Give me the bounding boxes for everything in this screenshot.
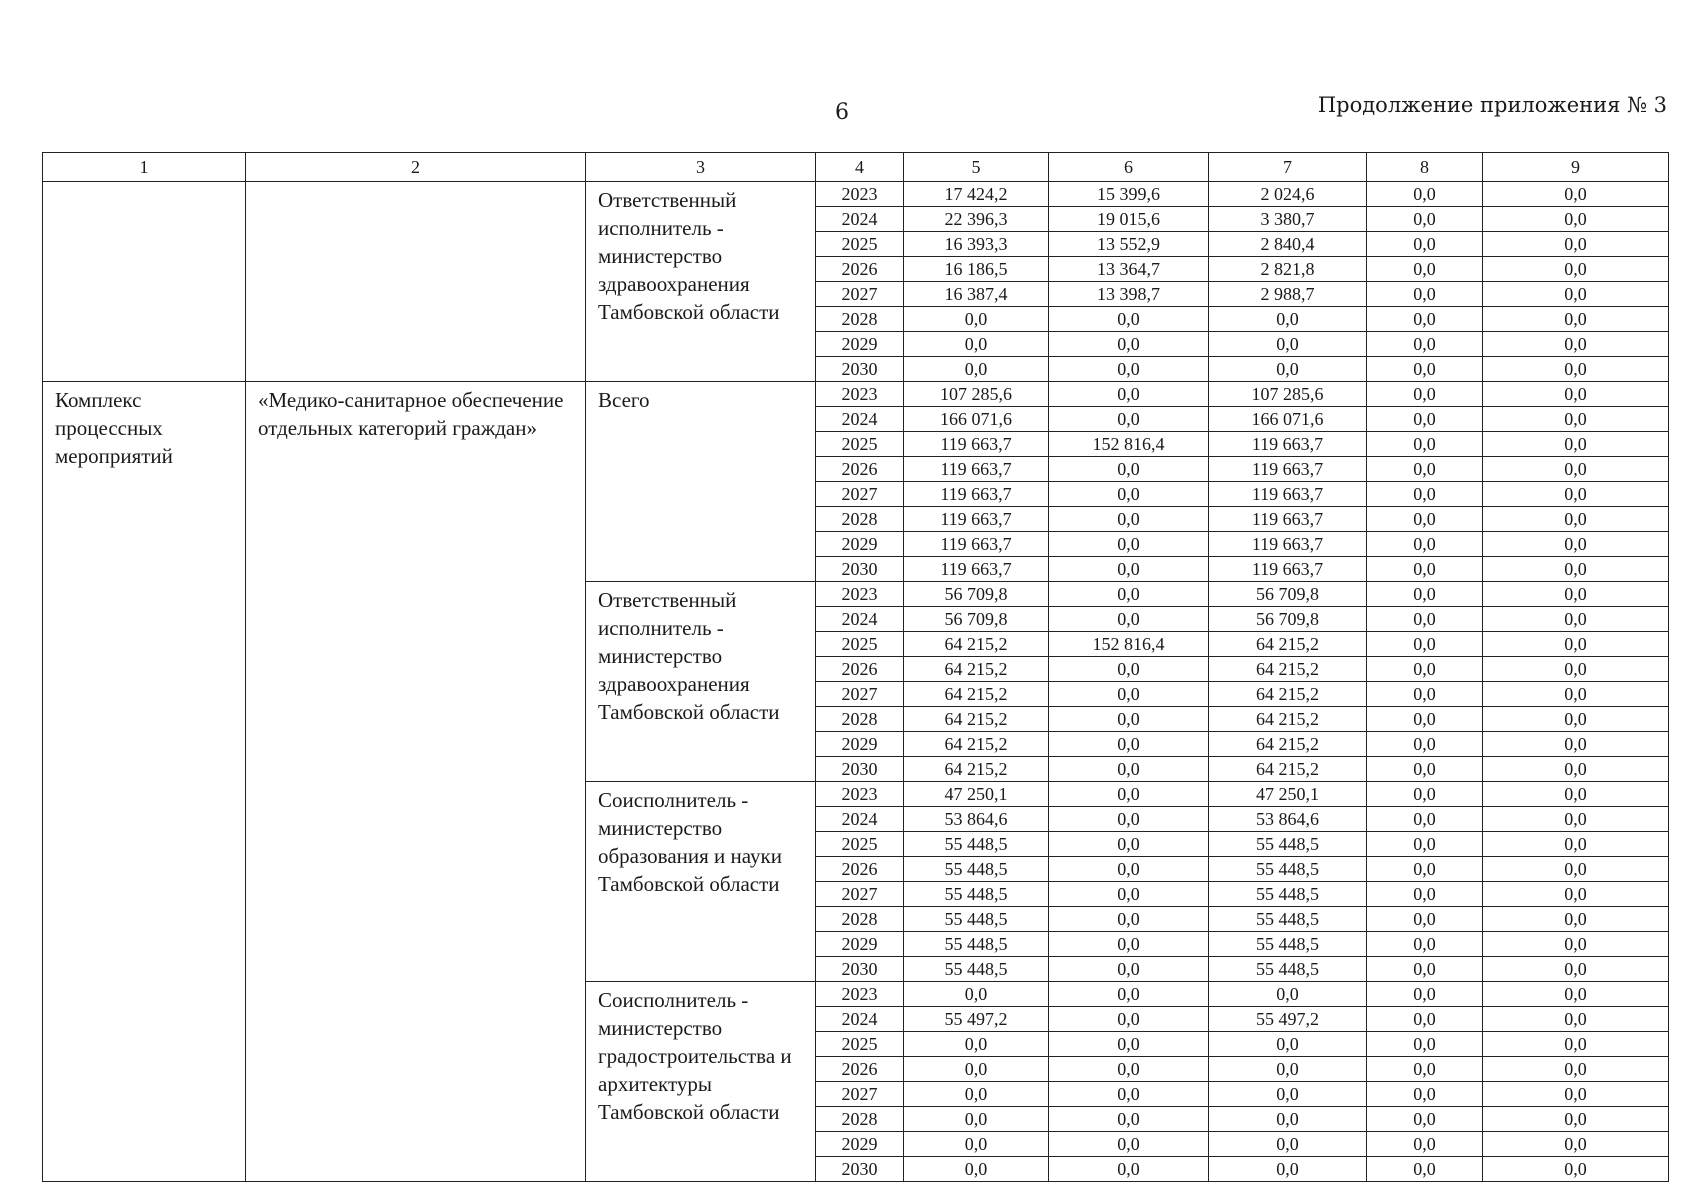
- year-cell: 2026: [816, 257, 904, 282]
- value-cell: 0,0: [1367, 1057, 1483, 1082]
- value-cell: 119 663,7: [1209, 482, 1367, 507]
- value-cell: 56 709,8: [1209, 582, 1367, 607]
- value-cell: 0,0: [1367, 1082, 1483, 1107]
- value-cell: 0,0: [1367, 1132, 1483, 1157]
- value-cell: 64 215,2: [904, 707, 1049, 732]
- value-cell: 166 071,6: [1209, 407, 1367, 432]
- value-cell: 0,0: [1049, 907, 1209, 932]
- value-cell: 0,0: [1483, 1057, 1669, 1082]
- value-cell: 0,0: [1049, 582, 1209, 607]
- value-cell: 0,0: [1483, 657, 1669, 682]
- value-cell: 0,0: [1367, 257, 1483, 282]
- column-header: 2: [246, 153, 586, 182]
- value-cell: 0,0: [1483, 482, 1669, 507]
- year-cell: 2025: [816, 232, 904, 257]
- value-cell: 0,0: [1049, 782, 1209, 807]
- column-header: 8: [1367, 153, 1483, 182]
- year-cell: 2030: [816, 957, 904, 982]
- year-cell: 2028: [816, 707, 904, 732]
- value-cell: 0,0: [1049, 932, 1209, 957]
- value-cell: 0,0: [1367, 1157, 1483, 1182]
- year-cell: 2028: [816, 507, 904, 532]
- value-cell: 0,0: [1049, 307, 1209, 332]
- value-cell: 55 448,5: [1209, 957, 1367, 982]
- column-header: 7: [1209, 153, 1367, 182]
- value-cell: 0,0: [1049, 857, 1209, 882]
- value-cell: 0,0: [1049, 557, 1209, 582]
- table-body: [43, 182, 1669, 1182]
- year-cell: 2026: [816, 857, 904, 882]
- value-cell: 0,0: [1367, 1032, 1483, 1057]
- value-cell: 0,0: [904, 332, 1049, 357]
- activity-name-cell: [246, 182, 586, 382]
- value-cell: 107 285,6: [1209, 382, 1367, 407]
- value-cell: 13 364,7: [1049, 257, 1209, 282]
- value-cell: 0,0: [1367, 332, 1483, 357]
- year-cell: 2023: [816, 182, 904, 207]
- value-cell: 0,0: [904, 1157, 1049, 1182]
- value-cell: 16 387,4: [904, 282, 1049, 307]
- year-cell: 2030: [816, 757, 904, 782]
- value-cell: 55 448,5: [904, 857, 1049, 882]
- value-cell: 0,0: [1367, 232, 1483, 257]
- value-cell: 0,0: [1483, 1007, 1669, 1032]
- year-cell: 2026: [816, 1057, 904, 1082]
- year-cell: 2024: [816, 407, 904, 432]
- value-cell: 0,0: [1483, 457, 1669, 482]
- executor-cell: Ответственный исполнитель - министерство здравоохранения Тамбовской области: [586, 582, 816, 782]
- value-cell: 0,0: [1049, 657, 1209, 682]
- table-row: [43, 182, 1669, 207]
- value-cell: 55 448,5: [904, 907, 1049, 932]
- value-cell: 0,0: [1483, 357, 1669, 382]
- value-cell: 0,0: [1483, 282, 1669, 307]
- value-cell: 0,0: [1367, 282, 1483, 307]
- value-cell: 0,0: [1367, 482, 1483, 507]
- value-cell: 0,0: [1483, 707, 1669, 732]
- value-cell: 0,0: [1483, 932, 1669, 957]
- value-cell: 0,0: [1049, 882, 1209, 907]
- value-cell: 0,0: [1367, 957, 1483, 982]
- value-cell: 0,0: [1483, 907, 1669, 932]
- value-cell: 0,0: [1483, 257, 1669, 282]
- value-cell: 0,0: [1049, 807, 1209, 832]
- value-cell: 0,0: [1209, 1107, 1367, 1132]
- value-cell: 0,0: [1209, 982, 1367, 1007]
- budget-table: [42, 152, 1669, 1182]
- value-cell: 53 864,6: [904, 807, 1049, 832]
- value-cell: 0,0: [1367, 582, 1483, 607]
- value-cell: 0,0: [1483, 957, 1669, 982]
- value-cell: 119 663,7: [1209, 532, 1367, 557]
- year-cell: 2028: [816, 1107, 904, 1132]
- value-cell: 119 663,7: [904, 532, 1049, 557]
- value-cell: 0,0: [1367, 457, 1483, 482]
- column-header: 1: [43, 153, 246, 182]
- value-cell: 0,0: [1483, 682, 1669, 707]
- value-cell: 0,0: [1049, 1157, 1209, 1182]
- value-cell: 47 250,1: [1209, 782, 1367, 807]
- year-cell: 2029: [816, 1132, 904, 1157]
- value-cell: 55 448,5: [1209, 832, 1367, 857]
- value-cell: 0,0: [1483, 807, 1669, 832]
- year-cell: 2028: [816, 307, 904, 332]
- year-cell: 2029: [816, 932, 904, 957]
- value-cell: 0,0: [1049, 357, 1209, 382]
- value-cell: 0,0: [904, 357, 1049, 382]
- value-cell: 166 071,6: [904, 407, 1049, 432]
- value-cell: 0,0: [1367, 982, 1483, 1007]
- value-cell: 0,0: [1049, 1007, 1209, 1032]
- value-cell: 64 215,2: [904, 732, 1049, 757]
- year-cell: 2025: [816, 632, 904, 657]
- year-cell: 2027: [816, 482, 904, 507]
- value-cell: 0,0: [904, 1107, 1049, 1132]
- value-cell: 0,0: [1367, 832, 1483, 857]
- value-cell: 0,0: [1209, 1132, 1367, 1157]
- value-cell: 0,0: [1049, 1107, 1209, 1132]
- value-cell: 64 215,2: [1209, 757, 1367, 782]
- value-cell: 0,0: [1209, 1057, 1367, 1082]
- value-cell: 0,0: [904, 307, 1049, 332]
- value-cell: 16 186,5: [904, 257, 1049, 282]
- value-cell: 107 285,6: [904, 382, 1049, 407]
- value-cell: 0,0: [1367, 357, 1483, 382]
- value-cell: 55 448,5: [1209, 907, 1367, 932]
- year-cell: 2024: [816, 607, 904, 632]
- value-cell: 0,0: [1483, 632, 1669, 657]
- column-header: 5: [904, 153, 1049, 182]
- value-cell: 0,0: [1367, 857, 1483, 882]
- value-cell: 119 663,7: [904, 557, 1049, 582]
- year-cell: 2025: [816, 1032, 904, 1057]
- value-cell: 0,0: [1209, 1082, 1367, 1107]
- year-cell: 2023: [816, 982, 904, 1007]
- value-cell: 119 663,7: [1209, 457, 1367, 482]
- value-cell: 0,0: [1367, 1107, 1483, 1132]
- value-cell: 0,0: [1367, 182, 1483, 207]
- value-cell: 0,0: [1049, 732, 1209, 757]
- value-cell: 0,0: [1367, 557, 1483, 582]
- value-cell: 0,0: [1049, 382, 1209, 407]
- value-cell: 0,0: [1049, 1132, 1209, 1157]
- value-cell: 119 663,7: [1209, 507, 1367, 532]
- value-cell: 0,0: [1483, 382, 1669, 407]
- executor-cell: Соисполнитель - министерство образования и науки Тамбовской области: [586, 782, 816, 982]
- value-cell: 55 448,5: [904, 832, 1049, 857]
- column-header: 4: [816, 153, 904, 182]
- value-cell: 0,0: [1367, 707, 1483, 732]
- value-cell: 0,0: [1483, 857, 1669, 882]
- year-cell: 2030: [816, 357, 904, 382]
- page-number: 6: [835, 100, 849, 125]
- value-cell: 64 215,2: [1209, 657, 1367, 682]
- value-cell: 0,0: [1483, 757, 1669, 782]
- year-cell: 2023: [816, 582, 904, 607]
- column-header: 3: [586, 153, 816, 182]
- year-cell: 2026: [816, 457, 904, 482]
- value-cell: 0,0: [1483, 732, 1669, 757]
- value-cell: 119 663,7: [904, 457, 1049, 482]
- value-cell: 64 215,2: [904, 632, 1049, 657]
- year-cell: 2023: [816, 782, 904, 807]
- value-cell: 119 663,7: [1209, 557, 1367, 582]
- executor-cell: Соисполнитель - министерство градостроительства и архитектуры Тамбовской области: [586, 982, 816, 1182]
- value-cell: 0,0: [1483, 1132, 1669, 1157]
- value-cell: 0,0: [1367, 207, 1483, 232]
- value-cell: 0,0: [1049, 332, 1209, 357]
- value-cell: 119 663,7: [1209, 432, 1367, 457]
- value-cell: 0,0: [1483, 307, 1669, 332]
- value-cell: 0,0: [1209, 332, 1367, 357]
- value-cell: 0,0: [1367, 307, 1483, 332]
- value-cell: 0,0: [1049, 1082, 1209, 1107]
- value-cell: 0,0: [1367, 657, 1483, 682]
- value-cell: 13 552,9: [1049, 232, 1209, 257]
- value-cell: 53 864,6: [1209, 807, 1367, 832]
- value-cell: 0,0: [1049, 682, 1209, 707]
- value-cell: 0,0: [1483, 182, 1669, 207]
- value-cell: 0,0: [1209, 357, 1367, 382]
- value-cell: 64 215,2: [1209, 632, 1367, 657]
- year-cell: 2023: [816, 382, 904, 407]
- value-cell: 55 448,5: [904, 957, 1049, 982]
- value-cell: 119 663,7: [904, 432, 1049, 457]
- value-cell: 0,0: [904, 1082, 1049, 1107]
- value-cell: 0,0: [1049, 407, 1209, 432]
- value-cell: 55 497,2: [1209, 1007, 1367, 1032]
- value-cell: 64 215,2: [904, 657, 1049, 682]
- value-cell: 0,0: [1483, 1082, 1669, 1107]
- value-cell: 119 663,7: [904, 482, 1049, 507]
- value-cell: 56 709,8: [904, 582, 1049, 607]
- year-cell: 2024: [816, 807, 904, 832]
- value-cell: 0,0: [1367, 432, 1483, 457]
- year-cell: 2029: [816, 332, 904, 357]
- value-cell: 56 709,8: [1209, 607, 1367, 632]
- value-cell: 64 215,2: [1209, 682, 1367, 707]
- value-cell: 0,0: [904, 1132, 1049, 1157]
- value-cell: 0,0: [1049, 1057, 1209, 1082]
- value-cell: 0,0: [904, 1032, 1049, 1057]
- value-cell: 0,0: [1049, 457, 1209, 482]
- value-cell: 2 988,7: [1209, 282, 1367, 307]
- value-cell: 0,0: [1367, 532, 1483, 557]
- value-cell: 0,0: [1483, 1032, 1669, 1057]
- value-cell: 152 816,4: [1049, 432, 1209, 457]
- value-cell: 16 393,3: [904, 232, 1049, 257]
- column-header: 9: [1483, 153, 1669, 182]
- value-cell: 0,0: [1209, 1157, 1367, 1182]
- value-cell: 0,0: [1049, 507, 1209, 532]
- value-cell: 17 424,2: [904, 182, 1049, 207]
- year-cell: 2027: [816, 882, 904, 907]
- value-cell: 55 448,5: [1209, 857, 1367, 882]
- value-cell: 0,0: [1367, 732, 1483, 757]
- value-cell: 0,0: [1483, 1157, 1669, 1182]
- year-cell: 2024: [816, 207, 904, 232]
- value-cell: 64 215,2: [1209, 732, 1367, 757]
- value-cell: 0,0: [1209, 307, 1367, 332]
- year-cell: 2027: [816, 682, 904, 707]
- value-cell: 0,0: [1367, 882, 1483, 907]
- value-cell: 0,0: [1367, 932, 1483, 957]
- value-cell: 0,0: [1367, 757, 1483, 782]
- value-cell: 0,0: [1483, 557, 1669, 582]
- value-cell: 0,0: [904, 1057, 1049, 1082]
- value-cell: 0,0: [1049, 832, 1209, 857]
- value-cell: 0,0: [1483, 582, 1669, 607]
- year-cell: 2029: [816, 732, 904, 757]
- value-cell: 55 497,2: [904, 1007, 1049, 1032]
- year-cell: 2024: [816, 1007, 904, 1032]
- value-cell: 0,0: [1483, 607, 1669, 632]
- executor-cell: Всего: [586, 382, 816, 582]
- value-cell: 0,0: [1483, 1107, 1669, 1132]
- value-cell: 47 250,1: [904, 782, 1049, 807]
- value-cell: 64 215,2: [904, 757, 1049, 782]
- value-cell: 0,0: [1367, 632, 1483, 657]
- value-cell: 0,0: [1483, 407, 1669, 432]
- value-cell: 0,0: [1483, 882, 1669, 907]
- value-cell: 0,0: [1049, 607, 1209, 632]
- value-cell: 0,0: [1483, 982, 1669, 1007]
- value-cell: 0,0: [1483, 207, 1669, 232]
- activity-name-cell: «Медико-санитарное обеспечение отдельных категорий граждан»: [246, 382, 586, 1182]
- year-cell: 2030: [816, 557, 904, 582]
- value-cell: 0,0: [1483, 332, 1669, 357]
- year-cell: 2025: [816, 832, 904, 857]
- value-cell: 55 448,5: [904, 932, 1049, 957]
- value-cell: 55 448,5: [1209, 932, 1367, 957]
- value-cell: 64 215,2: [1209, 707, 1367, 732]
- value-cell: 64 215,2: [904, 682, 1049, 707]
- column-header: 6: [1049, 153, 1209, 182]
- value-cell: 13 398,7: [1049, 282, 1209, 307]
- value-cell: 0,0: [1367, 407, 1483, 432]
- activity-type-cell: Комплекс процессных мероприятий: [43, 382, 246, 1182]
- value-cell: 0,0: [1367, 807, 1483, 832]
- value-cell: 3 380,7: [1209, 207, 1367, 232]
- year-cell: 2028: [816, 907, 904, 932]
- value-cell: 56 709,8: [904, 607, 1049, 632]
- value-cell: 0,0: [1367, 682, 1483, 707]
- value-cell: 0,0: [1483, 232, 1669, 257]
- value-cell: 55 448,5: [1209, 882, 1367, 907]
- activity-type-cell: [43, 182, 246, 382]
- value-cell: 2 840,4: [1209, 232, 1367, 257]
- value-cell: 0,0: [1367, 907, 1483, 932]
- value-cell: 0,0: [1483, 507, 1669, 532]
- value-cell: 119 663,7: [904, 507, 1049, 532]
- value-cell: 0,0: [1483, 432, 1669, 457]
- appendix-continuation-label: Продолжение приложения № 3: [1317, 93, 1667, 117]
- value-cell: 0,0: [1483, 532, 1669, 557]
- value-cell: 0,0: [1483, 832, 1669, 857]
- value-cell: 19 015,6: [1049, 207, 1209, 232]
- value-cell: 2 821,8: [1209, 257, 1367, 282]
- year-cell: 2030: [816, 1157, 904, 1182]
- value-cell: 0,0: [1049, 982, 1209, 1007]
- value-cell: 0,0: [1049, 957, 1209, 982]
- value-cell: 15 399,6: [1049, 182, 1209, 207]
- value-cell: 0,0: [1049, 707, 1209, 732]
- value-cell: 0,0: [904, 982, 1049, 1007]
- year-cell: 2026: [816, 657, 904, 682]
- value-cell: 2 024,6: [1209, 182, 1367, 207]
- value-cell: 0,0: [1483, 782, 1669, 807]
- value-cell: 152 816,4: [1049, 632, 1209, 657]
- table-row: [43, 382, 1669, 407]
- year-cell: 2025: [816, 432, 904, 457]
- value-cell: 55 448,5: [904, 882, 1049, 907]
- value-cell: 0,0: [1049, 757, 1209, 782]
- year-cell: 2027: [816, 1082, 904, 1107]
- value-cell: 0,0: [1049, 532, 1209, 557]
- value-cell: 0,0: [1367, 382, 1483, 407]
- year-cell: 2029: [816, 532, 904, 557]
- value-cell: 0,0: [1049, 482, 1209, 507]
- year-cell: 2027: [816, 282, 904, 307]
- executor-cell: Ответственный исполнитель - министерство здравоохранения Тамбовской области: [586, 182, 816, 382]
- column-number-row: [43, 153, 1669, 182]
- value-cell: 0,0: [1367, 782, 1483, 807]
- value-cell: 0,0: [1209, 1032, 1367, 1057]
- value-cell: 22 396,3: [904, 207, 1049, 232]
- value-cell: 0,0: [1367, 507, 1483, 532]
- value-cell: 0,0: [1367, 1007, 1483, 1032]
- value-cell: 0,0: [1367, 607, 1483, 632]
- value-cell: 0,0: [1049, 1032, 1209, 1057]
